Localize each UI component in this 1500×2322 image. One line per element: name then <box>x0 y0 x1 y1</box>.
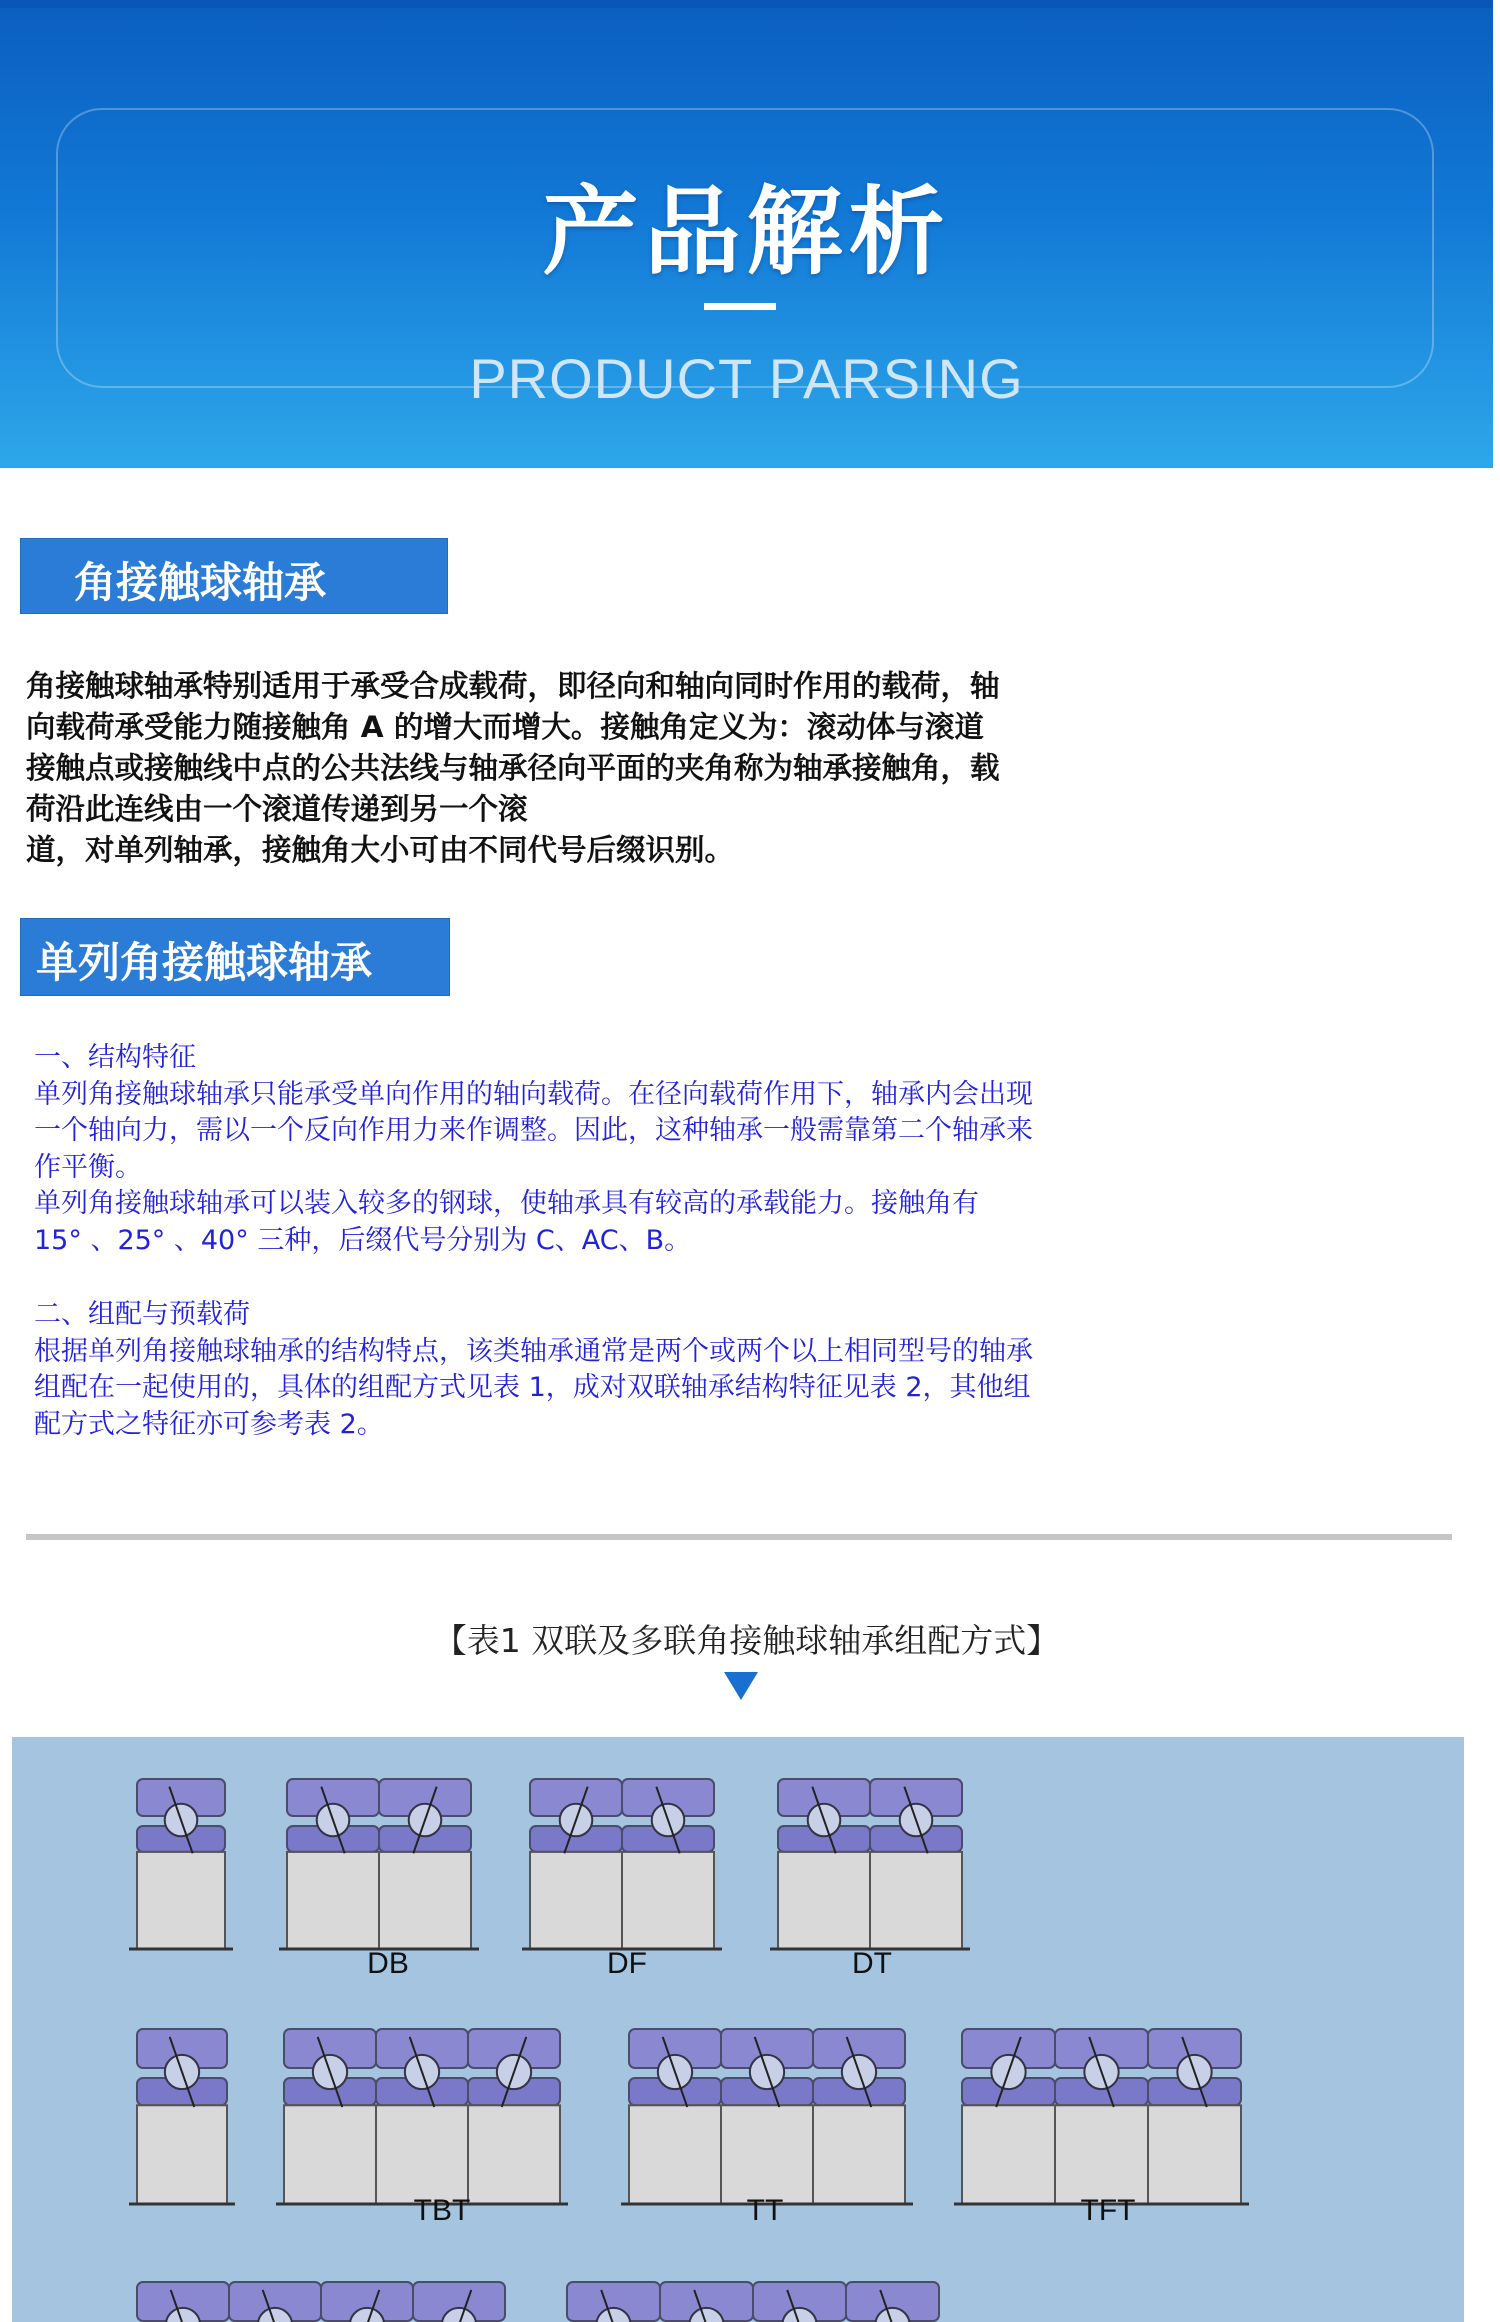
bearing-unit <box>468 2029 560 2204</box>
bearing-unit <box>629 2029 721 2204</box>
section-tag-angular-contact: 角接触球轴承 <box>20 538 448 614</box>
hero-banner <box>0 0 1493 468</box>
bearing-unit <box>379 1779 471 1949</box>
section-tag-single-row: 单列角接触球轴承 <box>20 918 450 996</box>
label-df: DF <box>607 1947 647 1980</box>
bearing-unit <box>622 1779 714 1949</box>
bearing-unit <box>870 1779 962 1949</box>
bearing-unit <box>137 2282 229 2322</box>
bearing-unit <box>1148 2029 1241 2204</box>
bearing-unit <box>287 1779 379 1949</box>
title-dash <box>704 303 776 310</box>
bearing-unit <box>962 2029 1055 2204</box>
label-tt: TT <box>746 2194 784 2227</box>
bearing-unit <box>846 2282 939 2322</box>
bearing-unit <box>284 2029 376 2204</box>
bearing-unit <box>567 2282 660 2322</box>
bearing-unit <box>660 2282 753 2322</box>
label-db: DB <box>367 1947 409 1980</box>
assembly-preload-text: 二、组配与预载荷 根据单列角接触球轴承的结构特点，该类轴承通常是两个或两个以上相同型号的轴承 组配在一起使用的，具体的组配方式见表 1，成对双联轴承结构特征见表 2，其他组 配方式之特征亦可参考表 2。 <box>34 1299 1033 1440</box>
bearing-unit <box>321 2282 413 2322</box>
bearing-unit <box>721 2029 813 2204</box>
down-arrow-icon <box>724 1672 758 1700</box>
label-tbt: TBT <box>413 2194 471 2227</box>
bearing-arrangement-panel <box>12 1737 1464 2322</box>
bearing-unit <box>137 1779 225 1949</box>
bearing-unit <box>778 1779 870 1949</box>
structure-features-text: 一、结构特征 单列角接触球轴承只能承受单向作用的轴向载荷。在径向载荷作用下，轴承内会出现 一个轴向力，需以一个反向作用力来作调整。因此，这种轴承一般需靠第二个轴承来 作平衡。 单列角接触球轴承可以装入较多的钢球，使轴承具有较高的承载能力。接触角有 15° 、25° 、40° 三种，后缀代号分别为 C、AC、B。 <box>34 1042 1033 1256</box>
label-dt: DT <box>852 1947 892 1980</box>
bearing-unit <box>376 2029 468 2204</box>
bearing-unit <box>137 2029 227 2204</box>
page-subtitle: PRODUCT PARSING <box>469 347 1024 410</box>
bearing-unit <box>1055 2029 1148 2204</box>
bearing-svg <box>12 1737 1464 2322</box>
section-divider <box>26 1534 1452 1540</box>
bearing-unit <box>413 2282 505 2322</box>
bearing-unit <box>753 2282 846 2322</box>
page-title: 产品解析 <box>542 176 951 288</box>
intro-paragraph: 角接触球轴承特别适用于承受合成载荷，即径向和轴向同时作用的载荷，轴 向载荷承受能力随接触角 A 的增大而增大。接触角定义为：滚动体与滚道 接触点或接触线中点的公共法线与轴承径向平面的夹角称为轴承接触角，载 荷沿此连线由一个滚道传递到另一个滚 道，对单列轴承，接触角大小可由不同代号后缀识别。 <box>26 669 1000 867</box>
label-tft: TFT <box>1080 2194 1136 2227</box>
bearing-unit <box>229 2282 321 2322</box>
table1-caption: 【表1 双联及多联角接触球轴承组配方式】 <box>433 1621 1060 1660</box>
bearing-unit <box>813 2029 905 2204</box>
bearing-unit <box>530 1779 622 1949</box>
